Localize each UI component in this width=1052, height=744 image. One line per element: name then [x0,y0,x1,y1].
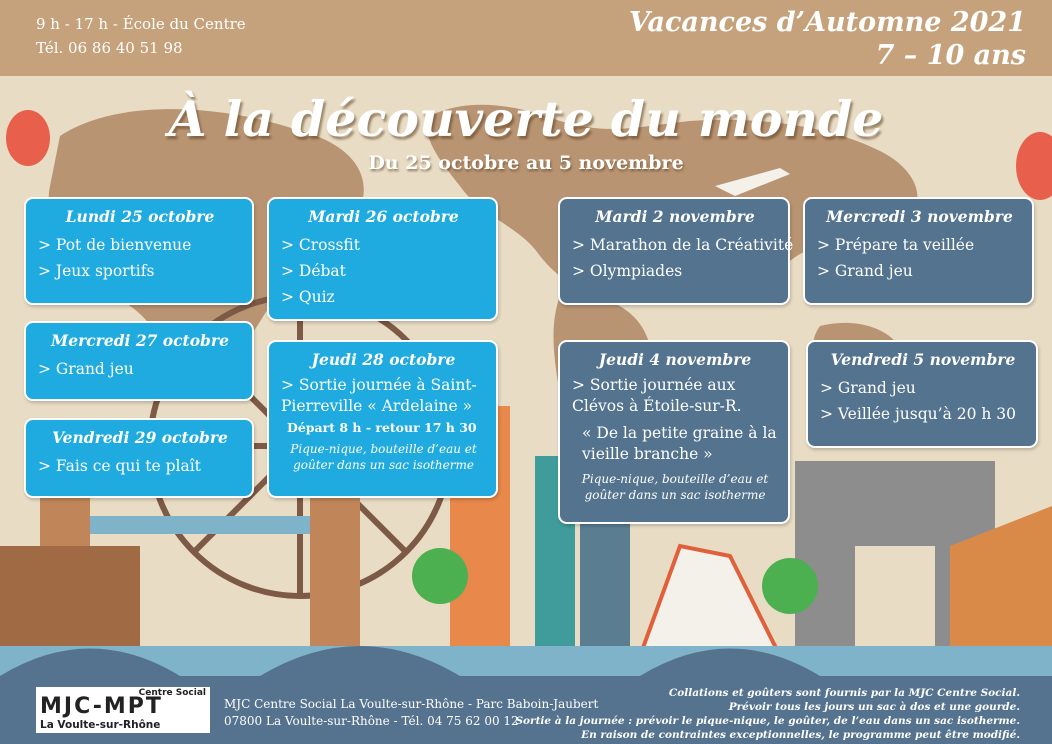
footer-note: Collations et goûters sont fournis par la MJC Centre Social. [668,687,1020,699]
arc-opening [855,546,935,656]
card-mercredi-27 [24,321,254,401]
logo-town: La Voulte-sur-Rhône [40,719,161,731]
activity-item: > Grand jeu [820,379,916,397]
bridge-deck [90,516,310,534]
card-title: Jeudi 4 novembre [598,350,752,369]
card-lundi-25 [24,197,254,305]
activity-item: > Veillée jusqu’à 20 h 30 [820,405,1017,423]
card-title: Vendredi 5 novembre [830,350,1016,369]
activity-quote: « De la petite graine à la vieille branche » [582,424,777,463]
schedule-detail: Départ 8 h - retour 17 h 30 [287,420,477,435]
packing-note: Pique-nique, bouteille d’eau et goûter dans un sac isotherme [290,442,477,472]
tall-building [580,506,630,656]
card-vendredi-5 [806,340,1038,448]
footer-note: Sortie à la journée : prévoir le pique-nique, le goûter, de l’eau dans un sac isotherme. [515,715,1020,727]
packing-note: Pique-nique, bouteille d’eau et goûter dans un sac isotherme [581,472,769,502]
card-jeudi-28 [267,340,498,498]
activity-item: > Fais ce qui te plaît [38,457,201,475]
card-mardi-26 [267,197,498,321]
footer-address-line2: 07800 La Voulte-sur-Rhône - Tél. 04 75 62 00 12 [224,714,519,728]
card-title: Mardi 26 octobre [308,207,459,226]
card-mardi-2 [558,197,794,305]
card-vendredi-29 [24,418,254,498]
card-title: Lundi 25 octobre [65,207,215,226]
main-title: À la découverte du monde [168,90,884,148]
logo-centre-social: Centre Social [138,688,206,698]
date-range: Du 25 octobre au 5 novembre [368,152,684,174]
activity-item: > Crossfit [281,236,360,254]
footer-note: En raison de contraintes exceptionnelles, le programme peut être modifié. [581,729,1020,741]
activity-item: > Sortie journée aux Clévos à Étoile-sur-R. [572,376,742,415]
tree-right [762,558,818,614]
activity-item: > Débat [281,262,346,280]
season-title: Vacances d’Automne 2021 [628,7,1026,38]
activity-item: > Marathon de la Créativité [572,236,794,254]
activity-item: > Prépare ta veillée [817,236,975,254]
mjc-logo [36,687,210,733]
card-title: Mercredi 3 novembre [826,207,1013,226]
card-mercredi-3 [803,197,1034,305]
activity-item: > Sortie journée à Saint-Pierreville « Ardelaine » [281,376,477,415]
tree-left [412,548,468,604]
activity-item: > Quiz [281,288,335,306]
card-title: Mardi 2 novembre [595,207,755,226]
activity-item: > Grand jeu [38,360,134,378]
card-title: Mercredi 27 octobre [51,331,229,350]
footer-address-line1: MJC Centre Social La Voulte-sur-Rhône - Parc Baboin-Jaubert [224,697,599,711]
season-heading [629,6,1026,72]
activity-item: > Olympiades [572,262,683,280]
colosseum [0,546,140,656]
activity-item: > Pot de bienvenue [38,236,192,254]
card-title: Vendredi 29 octobre [52,428,228,447]
phone-number: Tél. 06 86 40 51 98 [36,39,183,57]
card-title: Jeudi 28 octobre [311,350,456,369]
activity-item: > Jeux sportifs [38,262,155,280]
age-range: 7 – 10 ans [875,40,1026,71]
activity-item: > Grand jeu [817,262,913,280]
hours-location: 9 h - 17 h - École du Centre [36,15,246,33]
footer-notes [515,686,1020,742]
footer-note: Prévoir tous les jours un sac à dos et une gourde. [728,701,1020,713]
card-jeudi-4 [558,340,790,524]
logo-mjc-mpt: MJC-MPT [40,694,163,719]
tower-right [310,496,360,656]
